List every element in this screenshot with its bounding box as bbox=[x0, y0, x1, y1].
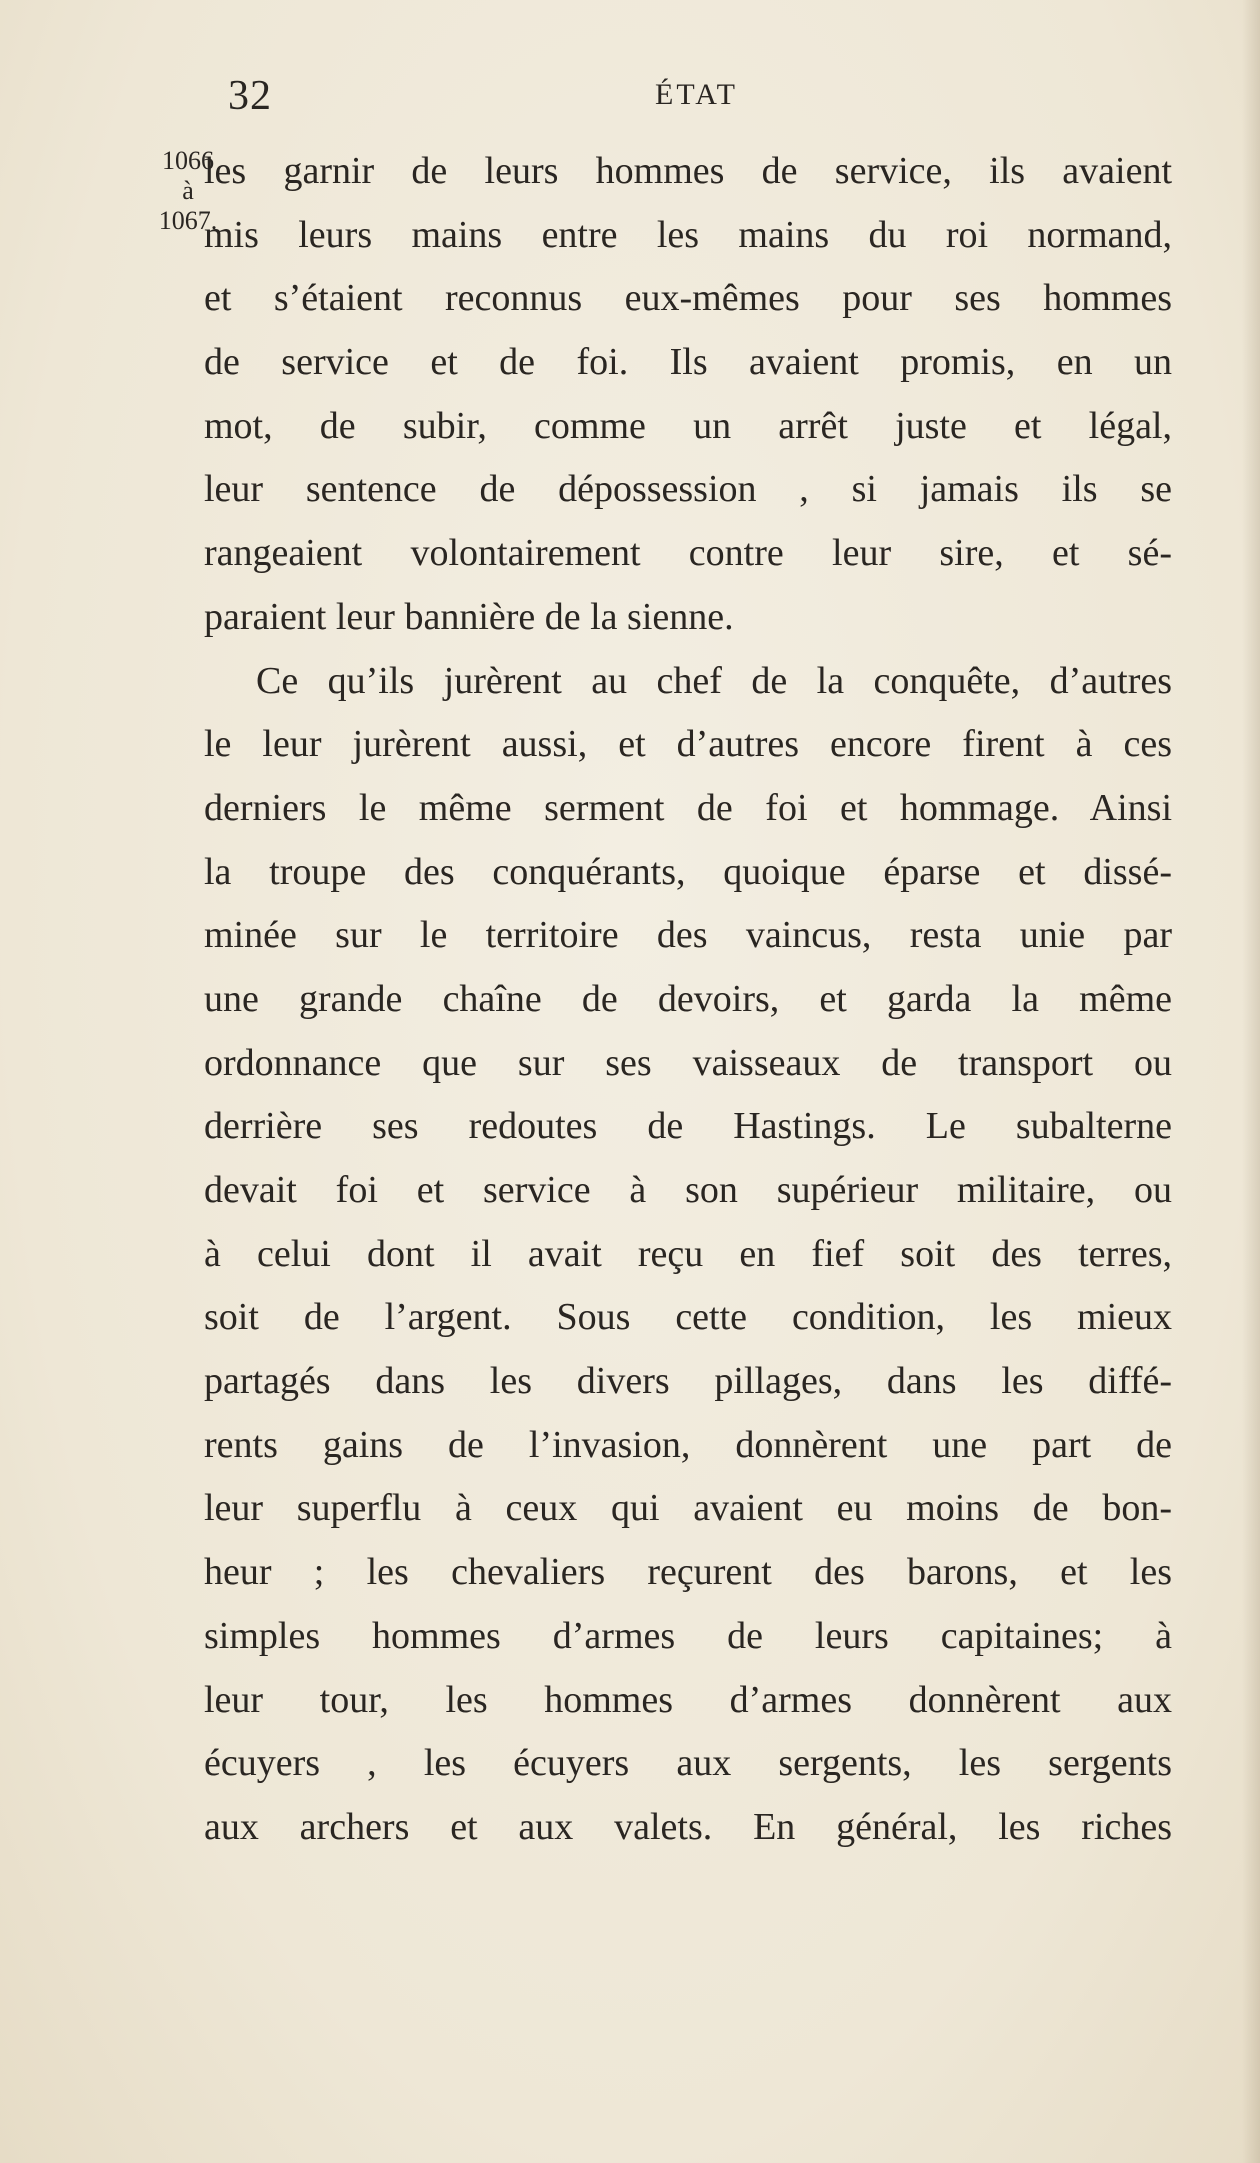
paragraph-start-line: Ce qu’ils jurèrent au chef de la conquête, d’autres bbox=[256, 659, 1172, 702]
text-line: le leur jurèrent aussi, et d’autres encore firent à ces bbox=[204, 723, 1172, 766]
text-line: ordonnance que sur ses vaisseaux de transport ou bbox=[204, 1041, 1172, 1084]
text-line: heur ; les chevaliers reçurent des barons, et les bbox=[204, 1551, 1172, 1594]
text-line: rangeaient volontairement contre leur sire, et sé- bbox=[204, 532, 1172, 575]
text-line: les garnir de leurs hommes de service, ils avaient bbox=[204, 150, 1172, 192]
margin-date-to: 1067. bbox=[158, 206, 218, 235]
text-line: et s’étaient reconnus eux-mêmes pour ses hommes bbox=[204, 277, 1172, 320]
text-line: à celui dont il avait reçu en fief soit des terres, bbox=[204, 1232, 1172, 1275]
text-line: leur superflu à ceux qui avaient eu moins de bon- bbox=[204, 1487, 1172, 1530]
text-line: la troupe des conquérants, quoique éparse et dissé- bbox=[204, 850, 1172, 893]
page-edge-shadow bbox=[1242, 0, 1260, 2163]
text-line: de service et de foi. Ils avaient promis, en un bbox=[204, 341, 1172, 384]
text-line: derniers le même serment de foi et hommage. Ainsi bbox=[204, 786, 1172, 829]
margin-date-conj: à bbox=[182, 176, 194, 205]
running-head: ÉTAT bbox=[655, 78, 738, 111]
text-line: rents gains de l’invasion, donnèrent une part de bbox=[204, 1423, 1172, 1466]
text-line: devait foi et service à son supérieur militaire, ou bbox=[204, 1169, 1172, 1211]
page-number: 32 bbox=[228, 73, 272, 119]
text-line: aux archers et aux valets. En général, les riches bbox=[204, 1805, 1172, 1848]
margin-date-from: 1066 bbox=[162, 146, 214, 175]
text-line: mot, de subir, comme un arrêt juste et légal, bbox=[204, 404, 1172, 447]
text-line: derrière ses redoutes de Hastings. Le subalterne bbox=[204, 1105, 1172, 1148]
body-text bbox=[204, 140, 1172, 1860]
text-line: mis leurs mains entre les mains du roi normand, bbox=[204, 213, 1172, 256]
text-line: partagés dans les divers pillages, dans les diffé- bbox=[204, 1360, 1172, 1403]
text-line: leur sentence de dépossession , si jamais ils se bbox=[204, 468, 1172, 511]
text-line: simples hommes d’armes de leurs capitaines; à bbox=[204, 1614, 1172, 1657]
text-line: paraient leur bannière de la sienne. bbox=[204, 595, 734, 638]
page-header bbox=[0, 72, 1260, 122]
text-line: une grande chaîne de devoirs, et garda la même bbox=[204, 977, 1172, 1020]
text-line: leur tour, les hommes d’armes donnèrent aux bbox=[204, 1678, 1172, 1721]
text-line: soit de l’argent. Sous cette condition, les mieux bbox=[204, 1296, 1172, 1339]
text-line: minée sur le territoire des vaincus, resta unie par bbox=[204, 914, 1172, 957]
text-line: écuyers , les écuyers aux sergents, les sergents bbox=[204, 1742, 1172, 1785]
